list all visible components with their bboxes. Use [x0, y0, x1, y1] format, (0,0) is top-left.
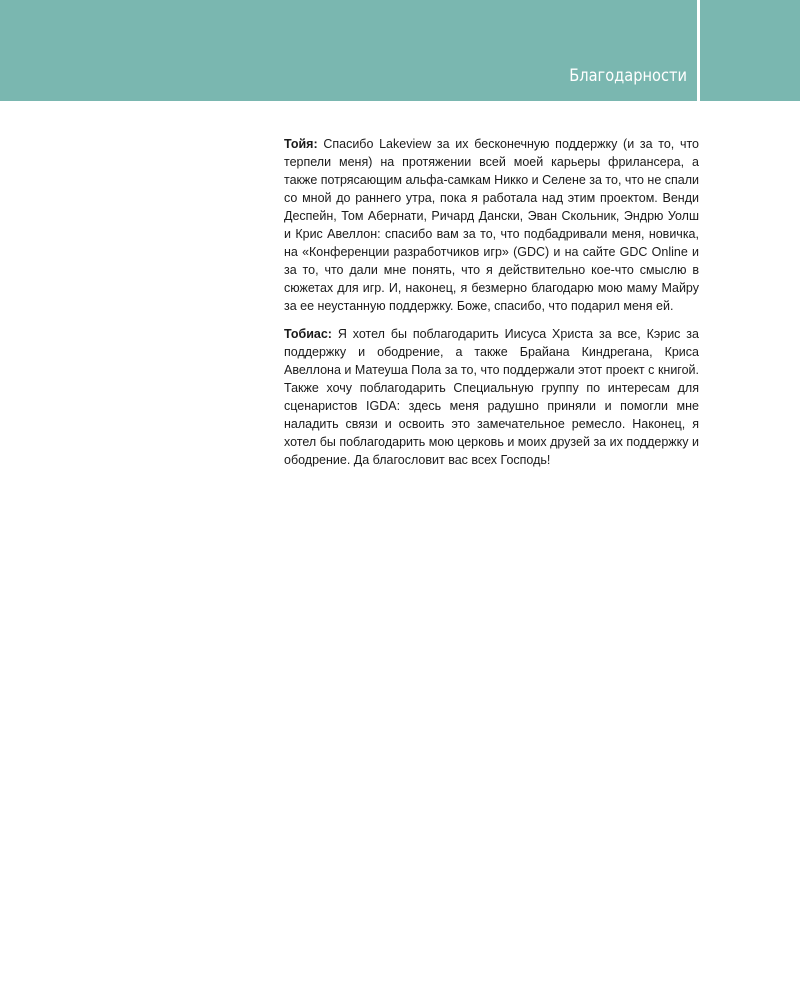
paragraph-label: Тойя:	[284, 137, 318, 151]
chapter-title: Благодарности	[569, 66, 687, 86]
paragraph-label: Тобиас:	[284, 327, 332, 341]
paragraph-tobias	[284, 325, 699, 469]
paragraph-body: Я хотел бы поблагодарить Иисуса Христа за все, Кэрис за поддержку и ободрение, а также Брайана Киндрегана, Криса Авеллона и Матеуша Пола за то, что поддержали этот проект с книгой. Также хочу поблагодарить Специальную группу по интересам для сценаристов IGDA: здесь меня радушно приняли и помогли мне наладить связи и освоить это замечательное ремесло. Наконец, я хотел бы поблагодарить мою церковь и моих друзей за их поддержку и ободрение. Да благословит вас всех Господь!	[284, 327, 699, 467]
paragraph-toya	[284, 135, 699, 315]
acknowledgements-text	[284, 135, 699, 479]
header-band	[0, 0, 800, 101]
paragraph-body: Спасибо Lakeview за их бесконечную поддержку (и за то, что терпели меня) на протяжении всей моей карьеры фрилансера, а также потрясающим альфа-самкам Никко и Селене за то, что не спали со мной до раннего утра, пока я работала над этим проектом. Венди Деспейн, Том Абернати, Ричард Дански, Эван Скольник, Эндрю Уолш и Крис Авеллон: спасибо вам за то, что подбадривали меня, новичка, на «Конференции разработчиков игр» (GDC) и на сайте GDC Online и за то, что дали мне понять, что я действительно кое-что смыслю в сюжетах для игр. И, наконец, я безмерно благодарю мою маму Майру за ее неустанную поддержку. Боже, спасибо, что подарил меня ей.	[284, 137, 700, 313]
header-divider	[697, 0, 700, 101]
